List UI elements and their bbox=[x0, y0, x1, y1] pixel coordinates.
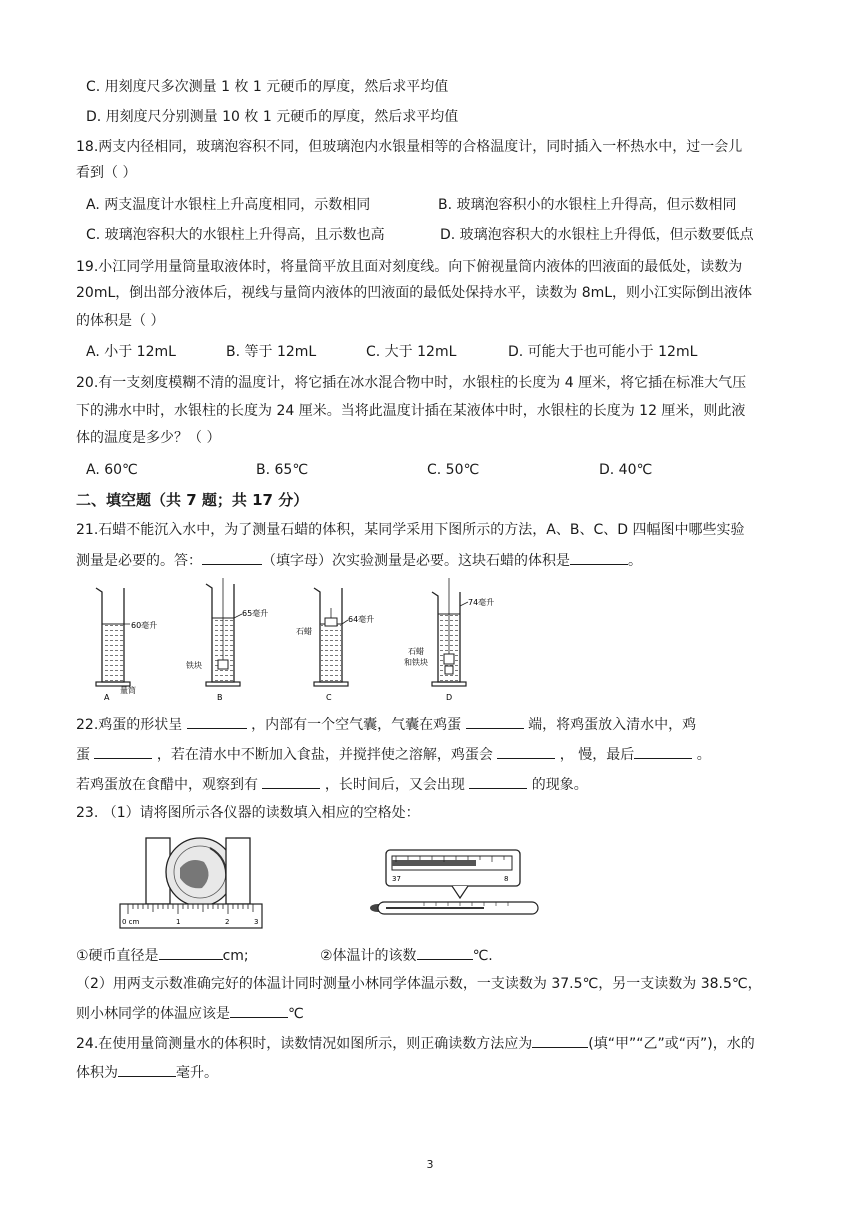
q21-blank-volume[interactable] bbox=[570, 549, 628, 565]
cylinder-c-item: 石蜡 bbox=[296, 627, 312, 636]
q20-stem-line3: 体的温度是多少？（ ） bbox=[76, 430, 221, 446]
q23-blank-body-temp[interactable] bbox=[230, 1002, 288, 1018]
q23-thermometer-figure bbox=[364, 846, 544, 922]
ruler-tick-0: 0 cm bbox=[122, 918, 140, 926]
q22-blank-final[interactable] bbox=[634, 743, 692, 759]
q20-option-d: D. 40℃ bbox=[599, 462, 653, 478]
q24-blank-volume[interactable] bbox=[118, 1061, 176, 1077]
q23-blank-thermometer[interactable] bbox=[417, 944, 473, 960]
cylinder-d-item-1: 石蜡 bbox=[408, 647, 424, 656]
q20-option-b: B. 65℃ bbox=[256, 462, 309, 478]
thermometer-label-left: 37 bbox=[392, 875, 401, 883]
q18-stem-line2: 看到（ ） bbox=[76, 165, 137, 181]
cylinder-a-label: A bbox=[104, 693, 110, 702]
q19-option-b: B. 等于 12mL bbox=[226, 344, 317, 360]
cylinder-d-reading: 74毫升 bbox=[468, 598, 495, 607]
q18-option-b: B. 玻璃泡容积小的水银柱上升得高，但示数相同 bbox=[438, 197, 737, 213]
q19-option-c: C. 大于 12mL bbox=[366, 344, 457, 360]
q21-cylinder-figure bbox=[90, 578, 500, 702]
cylinder-b-reading: 65毫升 bbox=[242, 609, 269, 618]
q23-part2-line1: （2）用两支示数准确完好的体温计同时测量小林同学体温示数，一支读数为 37.5℃，另一支读数为 38.5℃， bbox=[76, 976, 762, 992]
q22-blank-shape[interactable] bbox=[187, 713, 247, 729]
cylinder-b-label: B bbox=[217, 693, 223, 702]
q22-blank-vinegar[interactable] bbox=[262, 773, 320, 789]
page-number: 3 bbox=[426, 1158, 434, 1171]
cylinder-c-reading: 64毫升 bbox=[348, 615, 375, 624]
q21-stem-line1: 21.石蜡不能沉入水中，为了测量石蜡的体积，某同学采用下图所示的方法，A、B、C、D 四幅图中哪些实验 bbox=[76, 522, 745, 538]
ruler-tick-3: 3 bbox=[254, 918, 259, 926]
q24-stem-line2: 体积为 毫升。 bbox=[76, 1061, 218, 1083]
q23-part2-line2: 则小林同学的体温应该是 ℃ bbox=[76, 1002, 304, 1024]
q20-stem-line1: 20.有一支刻度模糊不清的温度计，将它插在冰水混合物中时，水银柱的长度为 4 厘米，将它插在标准大气压 bbox=[76, 375, 747, 391]
q20-stem-line2: 下的沸水中时，水银柱的长度为 24 厘米。当将此温度计插在某液体中时，水银柱的长度为 12 厘米，则此液 bbox=[76, 403, 746, 419]
q19-stem-line3: 的体积是（ ） bbox=[76, 313, 165, 329]
cylinder-a-caption: 量筒 bbox=[120, 686, 136, 695]
section-title-fill-in: 二、填空题（共 7 题；共 17 分） bbox=[76, 491, 309, 509]
cylinder-d-label: D bbox=[446, 693, 453, 702]
q17-option-d: D. 用刻度尺分别测量 10 枚 1 元硬币的厚度，然后求平均值 bbox=[86, 109, 459, 125]
q20-option-c: C. 50℃ bbox=[427, 462, 480, 478]
q17-option-c: C. 用刻度尺多次测量 1 枚 1 元硬币的厚度，然后求平均值 bbox=[86, 79, 449, 95]
q18-option-d: D. 玻璃泡容积大的水银柱上升得低，但示数要低点 bbox=[440, 227, 754, 243]
q22-blank-salt[interactable] bbox=[497, 743, 555, 759]
cylinder-b-item: 铁块 bbox=[186, 661, 202, 670]
q23-item1: ①硬币直径是 cm; bbox=[76, 944, 249, 966]
q19-stem-line1: 19.小江同学用量筒量取液体时，将量筒平放且面对刻度线。向下俯视量筒内液体的凹液面的最低处，读数为 bbox=[76, 259, 743, 275]
q22-blank-clear-water[interactable] bbox=[94, 743, 152, 759]
cylinder-b bbox=[186, 578, 268, 702]
q22-blank-end[interactable] bbox=[466, 713, 524, 729]
q22-stem-line1: 22.鸡蛋的形状呈 ，内部有一个空气囊，气囊在鸡蛋 端，将鸡蛋放入清水中，鸡 bbox=[76, 713, 696, 735]
q22-stem-line2: 蛋 ，若在清水中不断加入食盐，并搅拌使之溶解，鸡蛋会 ， 慢，最后 。 bbox=[76, 743, 711, 765]
cylinder-c-label: C bbox=[326, 693, 332, 702]
q18-option-a: A. 两支温度计水银柱上升高度相同，示数相同 bbox=[86, 197, 371, 213]
thermometer-label-right: 8 bbox=[504, 875, 509, 883]
cylinder-d-item-2: 和铁块 bbox=[404, 658, 428, 667]
cylinder-d bbox=[404, 578, 494, 702]
q19-stem-line2: 20mL，倒出部分液体后，视线与量筒内液体的凹液面的最低处保持水平，读数为 8mL，则小江实际倒出液体 bbox=[76, 285, 753, 301]
q22-blank-long-time[interactable] bbox=[469, 773, 527, 789]
q18-stem-line1: 18.两支内径相同，玻璃泡容积不同，但玻璃泡内水银量相等的合格温度计，同时插入一杯热水中，过一会儿 bbox=[76, 139, 743, 155]
cylinder-c bbox=[296, 588, 374, 702]
q23-title: 23. （1）请将图所示各仪器的读数填入相应的空格处： bbox=[76, 805, 420, 821]
cylinder-a bbox=[96, 588, 157, 702]
q23-item2: ②体温计的该数 ℃. bbox=[320, 944, 493, 966]
q24-stem-line1: 24.在使用量筒测量水的体积时，读数情况如图所示，则正确读数方法应为 (填“甲”“乙”或“丙”)，水的 bbox=[76, 1032, 755, 1054]
q23-blank-coin-diameter[interactable] bbox=[159, 944, 223, 960]
q21-stem-line2: 测量是必要的。答： （填字母）次实验测量是必要。这块石蜡的体积是 。 bbox=[76, 549, 642, 571]
q24-blank-method[interactable] bbox=[532, 1032, 588, 1048]
q18-option-c: C. 玻璃泡容积大的水银柱上升得高，且示数也高 bbox=[86, 227, 385, 243]
ruler-tick-2: 2 bbox=[225, 918, 230, 926]
cylinder-a-reading: 60毫升 bbox=[131, 621, 158, 630]
q21-blank-letters[interactable] bbox=[202, 549, 262, 565]
q22-stem-line3: 若鸡蛋放在食醋中，观察到有 ，长时间后，又会出现 的现象。 bbox=[76, 773, 588, 795]
q20-option-a: A. 60℃ bbox=[86, 462, 138, 478]
q19-option-d: D. 可能大于也可能小于 12mL bbox=[508, 344, 698, 360]
q19-option-a: A. 小于 12mL bbox=[86, 344, 176, 360]
q23-coin-ruler-figure bbox=[118, 828, 268, 934]
ruler-tick-1: 1 bbox=[176, 918, 181, 926]
